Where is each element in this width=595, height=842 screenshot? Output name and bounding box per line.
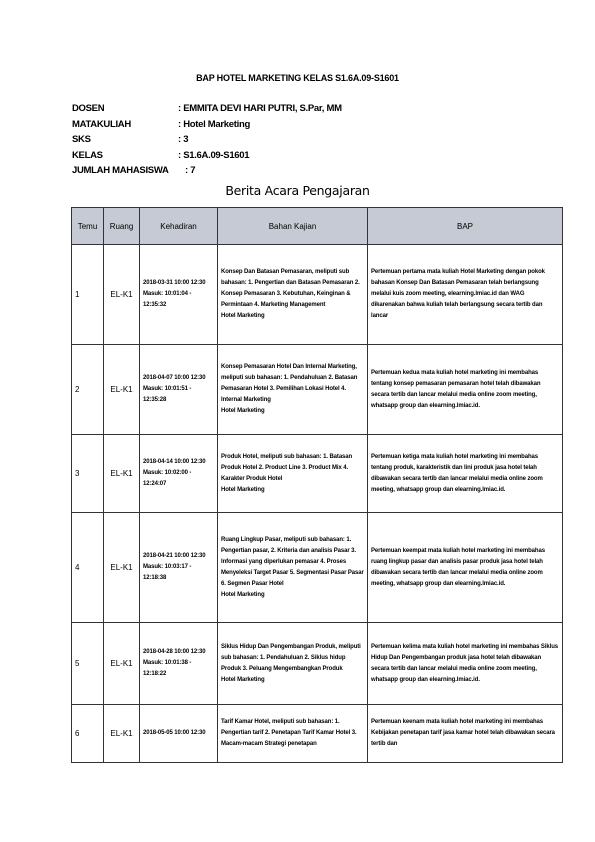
cell-bap: Pertemuan kelima mata kuliah hotel marketing ini membahas Siklus Hidup Dan Pengembangan produk jasa hotel telah dibawakan secara tertib dan lancar melalui media online zoom meeting, whatsapp group dan elearning.lmiac.id. [368, 623, 563, 705]
cell-bahan-kajian [218, 513, 368, 623]
cell-bap: Pertemuan ketiga mata kuliah hotel marketing ini membahas tentang produk, karakteristik dan lini produk jasa hotel telah dibawakan secara tertib dan lancar melalui media online zoom meeting, whatsapp group dan elearning.lmiac.id. [368, 435, 563, 513]
info-label: SKS [72, 134, 91, 146]
table-row [72, 623, 563, 705]
cell-ruang: EL-K1 [104, 435, 140, 513]
info-value: : EMMITA DEVI HARI PUTRI, S.Par, MM [178, 103, 342, 115]
cell-kehadiran: 2018-03-31 10:00 12:30 Masuk: 10:01:04 - 12:35:32 [140, 245, 218, 345]
cell-bap: Pertemuan keenam mata kuliah hotel marketing ini membahas Kebijakan penetapan tarif jasa kamar hotel telah dibawakan secara tertib dan [368, 705, 563, 763]
cell-temu: 2 [72, 345, 104, 435]
document-title: BAP HOTEL MARKETING KELAS S1.6A.09-S1601 [196, 73, 399, 83]
table-row [72, 513, 563, 623]
table-header-row [72, 208, 563, 245]
cell-bahan-kajian [218, 435, 368, 513]
document-subtitle: Berita Acara Pengajaran [225, 183, 370, 198]
cell-temu: 1 [72, 245, 104, 345]
table-row [72, 435, 563, 513]
info-value: : S1.6A.09-S1601 [178, 149, 250, 161]
course-info [72, 101, 342, 179]
cell-ruang: EL-K1 [104, 623, 140, 705]
cell-temu: 4 [72, 513, 104, 623]
cell-kehadiran: 2018-04-21 10:00 12:30 Masuk: 10:03:17 - 12:18:38 [140, 513, 218, 623]
cell-bahan-kajian [218, 345, 368, 435]
cell-bahan-kajian [218, 623, 368, 705]
info-label: MATAKULIAH [72, 118, 131, 130]
cell-temu: 3 [72, 435, 104, 513]
cell-kehadiran: 2018-05-05 10:00 12:30 [140, 705, 218, 763]
cell-temu: 5 [72, 623, 104, 705]
table-row [72, 345, 563, 435]
header-bap: BAP [368, 208, 563, 245]
bahan-text: Siklus Hidup Dan Pengembangan Produk, meliputi sub bahasan: 1. Pendahuluan 2. Siklus hidup Produk 3. Peluang Mengembangkan Produk [221, 643, 361, 672]
info-value: : 3 [178, 134, 189, 146]
cell-ruang: EL-K1 [104, 705, 140, 763]
bahan-text: Konsep Dan Batasan Pemasaran, meliputi sub bahasan: 1. Pengertian dan Batasan Pemasaran 2. Konsep Pemasaran 3. Kebutuhan, Keinginan & Permintaan 4. Marketing Management [221, 269, 360, 308]
info-row-sks [72, 132, 342, 148]
bahan-subject: Hotel Marketing [221, 591, 265, 598]
cell-bahan-kajian [218, 705, 368, 763]
cell-bap: Pertemuan kedua mata kuliah hotel marketing ini membahas tentang konsep pemasaran pemasaran hotel telah dibawakan secara tertib dan lancar melalui media online zoom meeting, whatsapp group dan elearning.lmiac.id. [368, 345, 563, 435]
bahan-text: Konsep Pemasaran Hotel Dan Internal Marketing, meliputi sub bahasan: 1. Pendahuluan 2. Batasan Pemasaran Hotel 3. Pemilihan Lokasi Hotel 4. Internal Marketing [221, 364, 358, 403]
info-label: KELAS [72, 149, 103, 161]
header-temu: Temu [72, 208, 104, 245]
table-row [72, 705, 563, 763]
info-row-kelas [72, 148, 342, 164]
bahan-subject: Hotel Marketing [221, 486, 265, 493]
bahan-subject: Hotel Marketing [221, 313, 265, 319]
cell-bahan-kajian [218, 245, 368, 345]
table-row [72, 245, 563, 345]
cell-temu: 6 [72, 705, 104, 763]
bap-table [71, 207, 563, 763]
bahan-text: Ruang Lingkup Pasar, meliputi sub bahasan: 1. Pengertian pasar, 2. Kriteria dan analisis Pasar 3. Informasi yang diperlukan pemasar 4. Proses Menyeleksi Target Pasar 5. Segmentasi Pasar Pasar 6. Segmen Pasar Hotel [221, 536, 364, 587]
cell-ruang: EL-K1 [104, 513, 140, 623]
info-row-jumlah-mahasiswa [72, 163, 342, 179]
cell-bap: Pertemuan keempat mata kuliah hotel marketing ini membahas ruang lingkup pasar dan analisis pasar produk jasa hotel telah dibawakan secara tertib dan lancar melalui media online zoom meeting, whatsapp group dan elearning.lmiac.id. [368, 513, 563, 623]
info-label: JUMLAH MAHASISWA [72, 165, 169, 177]
bahan-text: Tarif Kamar Hotel, meliputi sub bahasan: 1. Pengertian tarif 2. Penetapan Tarif Kamar Hotel 3. Macam-macam Strategi penetapan [221, 719, 357, 747]
bahan-text: Produk Hotel, meliputi sub bahasan: 1. Batasan Produk Hotel 2. Product Line 3. Product Mix 4. Karakter Produk Hotel [221, 453, 353, 482]
bahan-subject: Hotel Marketing [221, 408, 265, 414]
cell-ruang: EL-K1 [104, 345, 140, 435]
cell-kehadiran: 2018-04-07 10:00 12:30 Masuk: 10:01:51 - 12:35:28 [140, 345, 218, 435]
info-value: : 7 [185, 165, 196, 177]
bahan-subject: Hotel Marketing [221, 676, 265, 683]
info-label: DOSEN [72, 103, 105, 115]
cell-ruang: EL-K1 [104, 245, 140, 345]
header-bahan-kajian: Bahan Kajian [218, 208, 368, 245]
header-kehadiran: Kehadiran [140, 208, 218, 245]
info-row-dosen [72, 101, 342, 117]
info-value: : Hotel Marketing [178, 118, 250, 130]
info-row-matakuliah [72, 117, 342, 133]
cell-kehadiran: 2018-04-14 10:00 12:30 Masuk: 10:02:00 - 12:24:07 [140, 435, 218, 513]
cell-bap: Pertemuan pertama mata kuliah Hotel Marketing dengan pokok bahasan Konsep Dan Batasan Pemasaran telah berlangsung melalui kuis zoom meeting, elearning.lmiac.id dan WAG dikarenakan bahwa kuliah telah berlangsung secara tertib dan lancar [368, 245, 563, 345]
cell-kehadiran: 2018-04-28 10:00 12:30 Masuk: 10:01:38 - 12:18:22 [140, 623, 218, 705]
header-ruang: Ruang [104, 208, 140, 245]
